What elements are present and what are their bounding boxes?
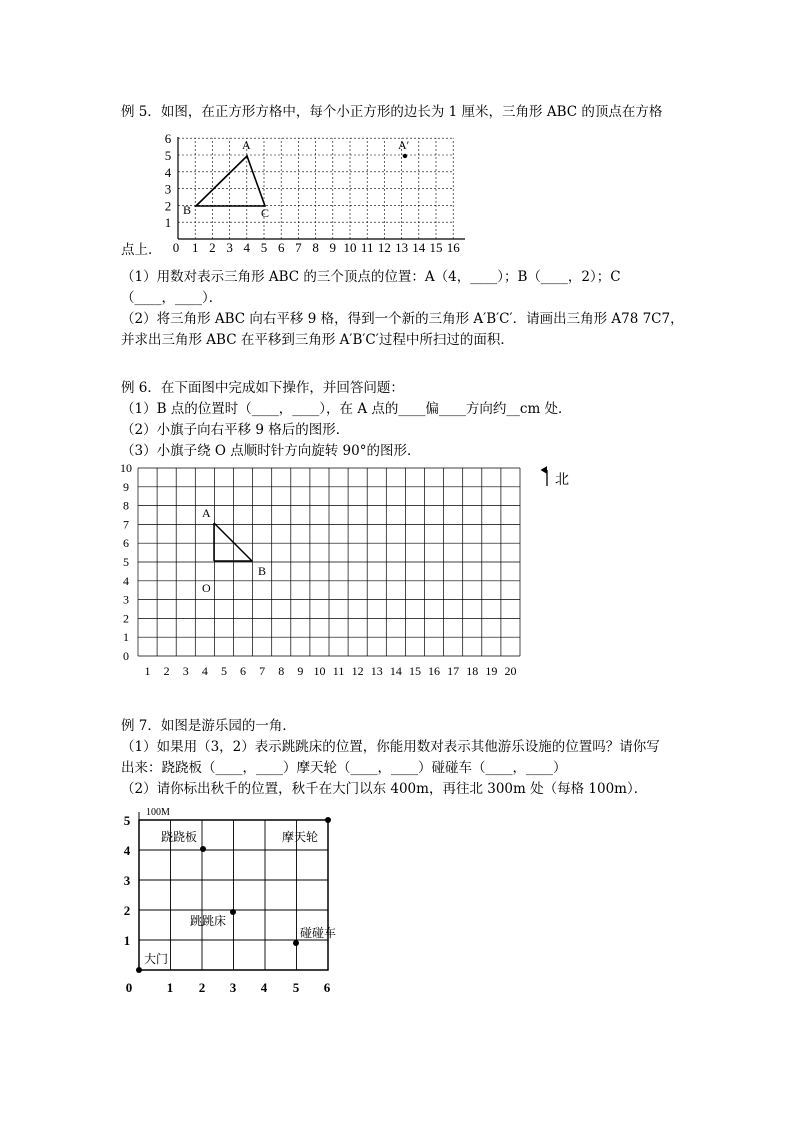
ex6-intro: 例 6．在下面图中完成如下操作，并回答问题： [121,380,404,396]
ex7-label-bumper-car: 碰碰车 [300,926,337,940]
ex6-x-label: 19 [485,664,498,678]
ex5-x-label: 0 [172,240,180,255]
ex7-x-label: 6 [323,980,331,995]
ex7-question-2: （2）请你标出秋千的位置，秋千在大门以东 400m，再往北 300m 处（每格 100m）． [121,781,648,797]
ex6-x-label: 17 [447,664,460,678]
ex6-y-label: 8 [123,498,129,513]
ex5-intro: 例 5．如图，在正方形方格中，每个小正方形的边长为 1 厘米，三角形 ABC 的顶点在方格 [121,104,663,120]
ex7-x-label: 1 [166,980,174,995]
ex7-x-label: 2 [198,980,206,995]
ex5-x-label: 1 [191,240,199,255]
ex6-y-label: 10 [120,461,132,475]
ex5-question-1a: （1）用数对表示三角形 ABC 的三个顶点的位置：A（4，____）；B（____，2）；C [121,269,621,285]
ex6-x-label: 4 [201,664,208,678]
ex5-x-label: 11 [360,240,374,255]
ex6-x-label: 10 [313,664,326,678]
ex6-x-label: 5 [220,664,227,678]
ex7-y-label: 1 [123,933,131,948]
ex7-point-bumper-car [293,940,299,946]
ex5-suffix: 点上． [121,242,162,258]
ex6-y-label: 7 [123,517,129,532]
ex5-y-label: 1 [164,215,172,231]
ex5-question-2b: 并求出三角形 ABC 在平移到三角形 A′B′C′过程中所扫过的面积． [121,332,514,348]
ex5-x-label: 15 [429,240,443,255]
ex6-x-label: 3 [182,664,189,678]
ex7-y-label: 3 [123,873,131,888]
ex5-question-2a: （2）将三角形 ABC 向右平移 9 格，得到一个新的三角形 A′B′C′．请画出三角形 A78 7C7， [121,311,684,327]
ex7-point-gate [136,967,142,973]
ex7-question-1b: 出来：跷跷板（____，____）摩天轮（____，____）碰碰车（____，____） [121,760,567,776]
ex5-y-label: 5 [164,148,172,163]
ex6-grid-figure [120,461,569,678]
ex6-x-label: 7 [259,664,266,678]
ex6-y-label: 5 [123,555,129,569]
ex6-question-2: （2）小旗子向右平移 9 格后的图形． [121,422,350,438]
ex6-flag-diagonal [214,523,252,561]
ex7-point-ferris-wheel [325,817,331,823]
ex5-x-label: 8 [312,240,319,255]
ex5-x-label: 9 [329,240,337,255]
ex7-y-labels [124,813,131,948]
ex5-x-label: 3 [226,240,233,255]
ex5-y-label: 4 [164,164,172,180]
ex5-question-1b: （____，____）． [121,290,223,306]
ex7-x-labels [126,980,331,995]
ex6-x-label: 20 [504,664,517,678]
ex6-x-label: 14 [389,664,402,678]
ex6-north-label: 北 [555,473,569,488]
ex6-x-labels [145,664,517,678]
ex6-grid-lines [138,468,520,656]
ex5-x-label: 4 [243,240,251,255]
ex6-y-label: 2 [123,611,129,626]
ex5-x-label: 5 [260,240,268,255]
ex5-label-a: A [242,138,251,152]
ex5-y-labels [165,131,172,230]
ex7-intro: 例 7．如图是游乐园的一角． [121,718,296,734]
ex6-question-1: （1）B 点的位置时（____，____），在 A 点的____偏____方向约__cm 处． [121,401,572,417]
ex7-label-trampoline: 跳跳床 [190,914,227,928]
ex7-point-seesaw [200,846,206,852]
ex5-label-c: C [261,206,270,220]
ex7-question-1a: （1）如果用（3，2）表示跳跳床的位置，你能用数对表示其他游乐设施的位置吗？请你写 [121,739,660,755]
ex7-x-label: 5 [292,980,300,995]
ex6-y-labels [120,461,132,663]
ex7-label-ferris-wheel: 摩天轮 [282,830,319,844]
ex5-x-label: 7 [295,240,302,255]
ex6-y-label: 3 [123,592,129,607]
ex5-x-label: 13 [395,240,409,255]
ex5-y-label: 2 [164,198,172,214]
ex5-point-aprime [403,154,407,158]
ex5-y-label: 3 [164,181,172,197]
ex5-label-b: B [183,203,192,217]
ex6-x-label: 6 [240,664,247,678]
ex5-x-label: 12 [377,240,391,255]
ex6-x-label: 18 [466,664,479,678]
ex6-x-label: 13 [370,664,383,678]
ex6-y-label: 1 [123,630,129,645]
ex6-y-label: 4 [123,573,129,588]
ex6-y-label: 6 [123,536,129,551]
ex7-grid-figure [124,807,336,995]
ex7-x-label: 3 [229,980,237,995]
ex5-grid-lines [178,138,453,239]
ex5-grid-figure [165,131,465,255]
ex7-scale-label: 100M [146,807,170,818]
ex6-x-label: 15 [408,664,421,678]
ex6-x-label: 8 [278,664,285,678]
ex6-x-label: 12 [351,664,364,678]
ex5-label-aprime: A′ [398,138,410,152]
ex7-label-seesaw: 跷跷板 [161,830,198,844]
ex6-label-a: A [202,506,211,520]
ex7-x-label: 0 [125,980,133,995]
ex5-x-label: 6 [277,240,285,255]
ex6-label-b: B [258,564,267,578]
ex6-x-label: 11 [332,664,345,678]
ex7-x-label: 4 [260,980,268,995]
ex6-x-label: 1 [144,664,151,678]
ex6-x-label: 16 [428,664,441,678]
ex6-y-label: 9 [123,479,129,494]
ex5-y-label: 6 [164,131,172,147]
ex5-x-labels [173,240,460,255]
ex7-y-label: 4 [123,843,131,858]
ex5-x-label: 10 [343,240,357,255]
ex6-y-label: 0 [123,649,129,663]
ex5-x-label: 16 [446,240,460,255]
ex6-x-label: 9 [297,664,304,678]
ex7-point-trampoline [230,909,236,915]
ex5-x-label: 14 [412,240,426,255]
ex6-x-label: 2 [163,664,170,678]
ex6-question-3: （3）小旗子绕 O 点顺时针方向旋转 90°的图形． [121,443,421,459]
ex6-label-o: O [202,581,211,595]
ex5-triangle-abc [196,156,265,206]
ex7-y-label: 5 [123,813,131,828]
ex5-x-label: 2 [209,240,216,255]
ex7-y-label: 2 [123,903,131,918]
ex7-label-gate: 大门 [144,952,169,966]
